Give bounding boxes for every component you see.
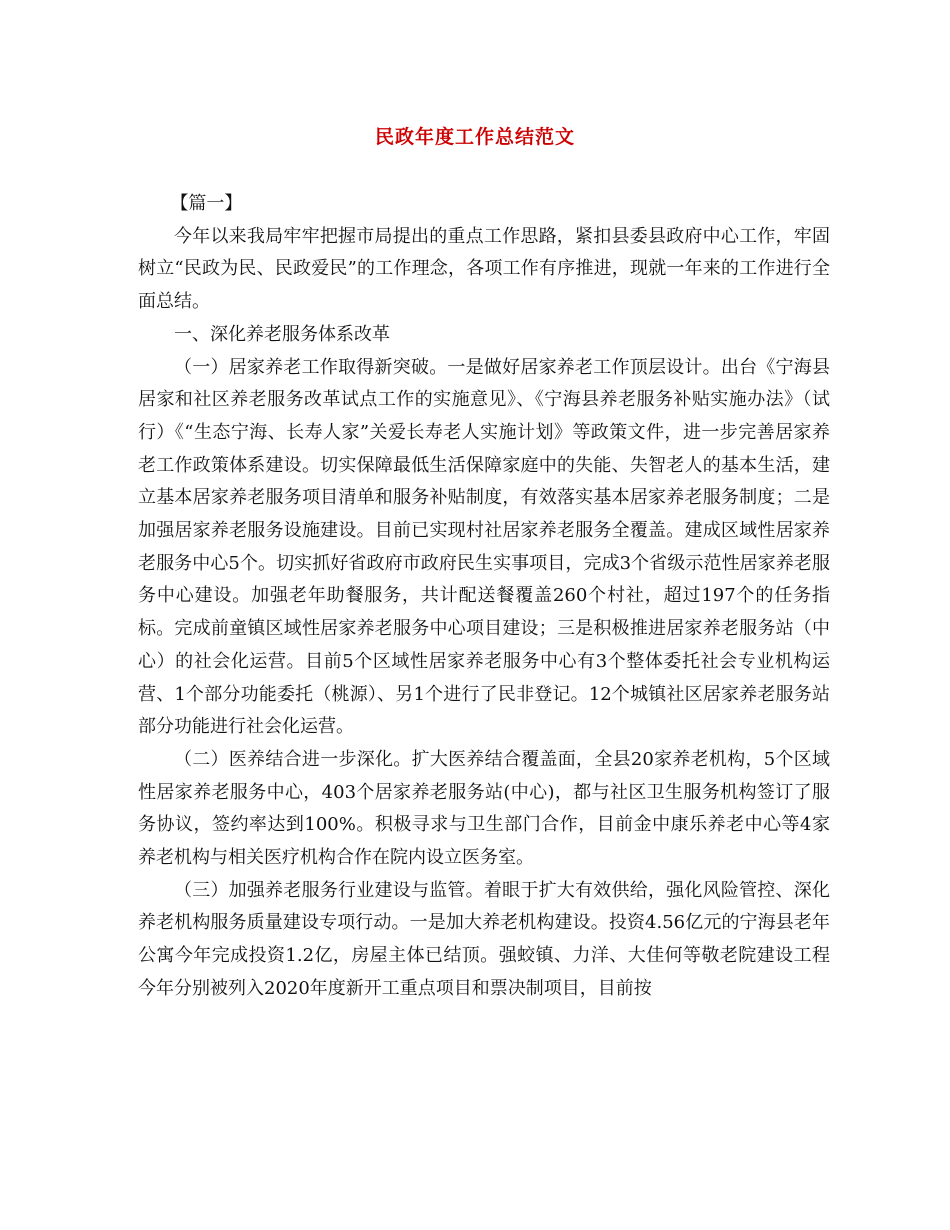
paragraph-medical-care: （二）医养结合进一步深化。扩大医养结合覆盖面，全县20家养老机构，5个区域性居家养老服务中心，403个居家养老服务站(中心)，都与社区卫生服务机构签订了服务协议，签约率达到100%。积极寻求与卫生部门合作，目前金中康乐养老中心等4家养老机构与相关医疗机构合作在院内设立医务室。 — [138, 748, 830, 869]
paragraph-heading-1: 一、深化养老服务体系改革 — [174, 323, 390, 345]
document-body — [138, 188, 830, 1006]
section-label: 【篇一】 — [170, 193, 243, 214]
document-title: 民政年度工作总结范文 — [374, 126, 575, 148]
paragraph-intro: 今年以来我局牢牢把握市局提出的重点工作思路，紧扣县委县政府中心工作，牢固树立“民政为民、民政爱民”的工作理念，各项工作有序推进，现就一年来的工作进行全面总结。 — [138, 225, 830, 313]
paragraph-home-care: （一）居家养老工作取得新突破。一是做好居家养老工作顶层设计。出台《宁海县居家和社区养老服务改革试点工作的实施意见》、《宁海县养老服务补贴实施办法》（试行）《“生态宁海、长寿人家”关爱长寿老人实施计划》等政策文件，进一步完善居家养老工作政策体系建设。切实保障最低生活保障家庭中的失能、失智老人的基本生活，建立基本居家养老服务项目清单和服务补贴制度，有效落实基本居家养老服务制度；二是加强居家养老服务设施建设。目前已实现村社居家养老服务全覆盖。建成区域性居家养老服务中心5个。切实抓好省政府市政府民生实事项目，完成3个省级示范性居家养老服务中心建设。加强老年助餐服务，共计配送餐覆盖260个村社，超过197个的任务指标。完成前童镇区域性居家养老服务中心项目建设；三是积极推进居家养老服务站（中心）的社会化运营。目前5个区域性居家养老服务中心有3个整体委托社会专业机构运营、1个部分功能委托（桃源）、另1个进行了民非登记。12个城镇社区居家养老服务站部分功能进行社会化运营。 — [138, 356, 830, 738]
paragraph-supervision: （三）加强养老服务行业建设与监管。着眼于扩大有效供给，强化风险管控、深化养老机构服务质量建设专项行动。一是加大养老机构建设。投资4.56亿元的宁海县老年公寓今年完成投资1.2亿，房屋主体已结顶。强蛟镇、力洋、大佳何等敬老院建设工程今年分别被列入2020年度新开工重点项目和票决制项目，目前按 — [138, 879, 830, 999]
